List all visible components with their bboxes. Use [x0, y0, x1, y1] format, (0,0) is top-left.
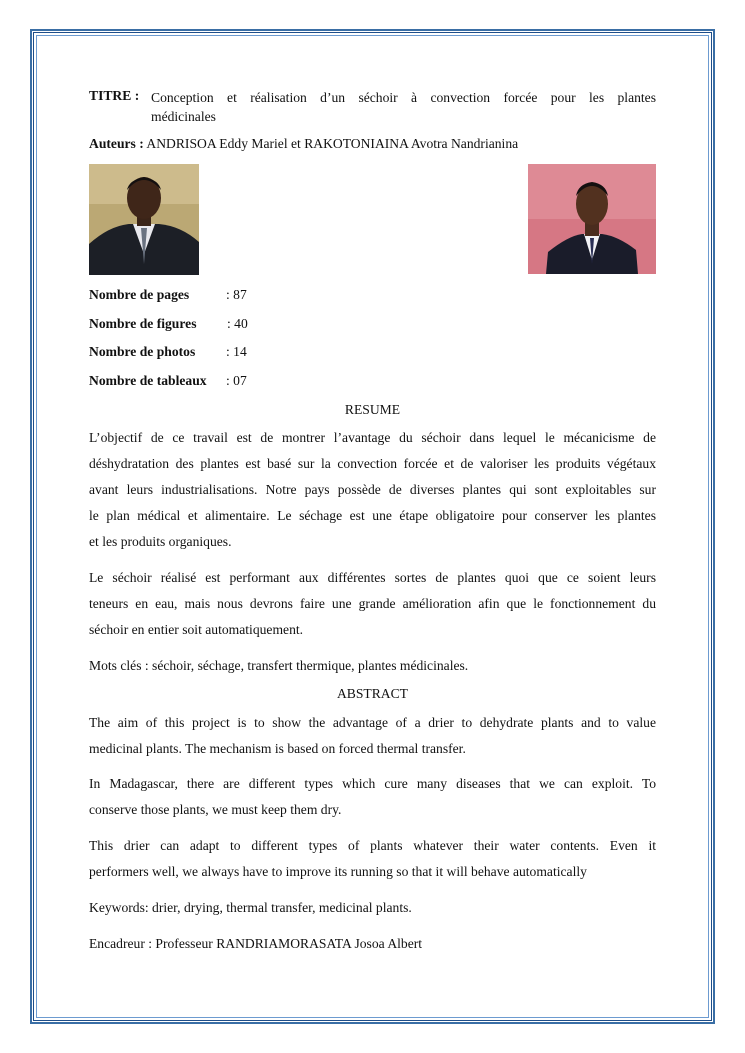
abstract-p2-line: In Madagascar, there are different types which cure many diseases that we can exploit. To	[89, 776, 656, 791]
resume-keywords: Mots clés : séchoir, séchage, transfert thermique, plantes médicinales.	[89, 658, 469, 673]
authors-line	[89, 136, 656, 152]
stat-label: Nombre de pages	[89, 287, 190, 302]
stat-tables	[89, 373, 247, 389]
abstract-p1-line: The aim of this project is to show the advantage of a drier to dehydrate plants and to value	[89, 715, 656, 730]
title-line-2: médicinales	[151, 109, 216, 124]
supervisor-line: Encadreur : Professeur RANDRIAMORASATA Josoa Albert	[89, 936, 423, 951]
stat-label: Nombre de tableaux	[89, 373, 207, 388]
abstract-p2-line: conserve those plants, we must keep them dry.	[89, 802, 342, 817]
resume-p1-line: le plan médical et alimentaire. Le séchage est une étape obligatoire pour conserver les plantes	[89, 508, 656, 523]
stat-value: : 14	[226, 344, 247, 359]
stat-pages	[89, 287, 247, 303]
resume-p2-line: séchoir en entier soit automatiquement.	[89, 622, 304, 637]
author-photo-left	[89, 164, 199, 275]
resume-p1-line: et les produits organiques.	[89, 534, 232, 549]
stat-figures	[89, 316, 248, 332]
abstract-p1-line: medicinal plants. The mechanism is based on forced thermal transfer.	[89, 741, 466, 756]
abstract-p3-line: performers well, we always have to improve its running so that it will behave automatically	[89, 864, 587, 879]
abstract-heading: ABSTRACT	[336, 686, 408, 701]
stat-value: : 07	[226, 373, 247, 388]
stat-label: Nombre de photos	[89, 344, 196, 359]
stat-value: : 40	[227, 316, 248, 331]
title-text	[151, 88, 656, 126]
resume-p1-line: avant leurs industrialisations. Notre pays possède de diverses plantes qui sont exploitables sur	[89, 482, 656, 497]
resume-p2-line: Le séchoir réalisé est performant aux différentes sortes de plantes quoi que ce soient leurs	[89, 570, 656, 585]
stat-value: : 87	[226, 287, 247, 302]
title-label: TITRE :	[89, 88, 140, 103]
resume-p2-line: teneurs en eau, mais nous devrons faire une grande amélioration afin que le fonctionnement du	[89, 596, 656, 611]
stat-photos	[89, 344, 247, 360]
resume-heading: RESUME	[344, 402, 401, 417]
author-photo-right	[528, 164, 656, 274]
authors-names: ANDRISOA Eddy Mariel et RAKOTONIAINA Avotra Nandrianina	[146, 136, 519, 151]
resume-p1-line: L’objectif de ce travail est de montrer l’avantage du séchoir dans lequel le mécanicisme de	[89, 430, 656, 445]
title-line-1: Conception et réalisation d’un séchoir à convection forcée pour les plantes	[151, 90, 656, 105]
title-block	[89, 88, 656, 128]
stat-label: Nombre de figures	[89, 316, 197, 331]
resume-p1-line: déshydratation des plantes est basé sur la convection forcée et de valoriser les produits végétaux	[89, 456, 656, 471]
abstract-keywords: Keywords: drier, drying, thermal transfer, medicinal plants.	[89, 900, 412, 915]
abstract-p3-line: This drier can adapt to different types of plants whatever their water contents. Even it	[89, 838, 656, 853]
authors-label: Auteurs :	[89, 136, 144, 151]
